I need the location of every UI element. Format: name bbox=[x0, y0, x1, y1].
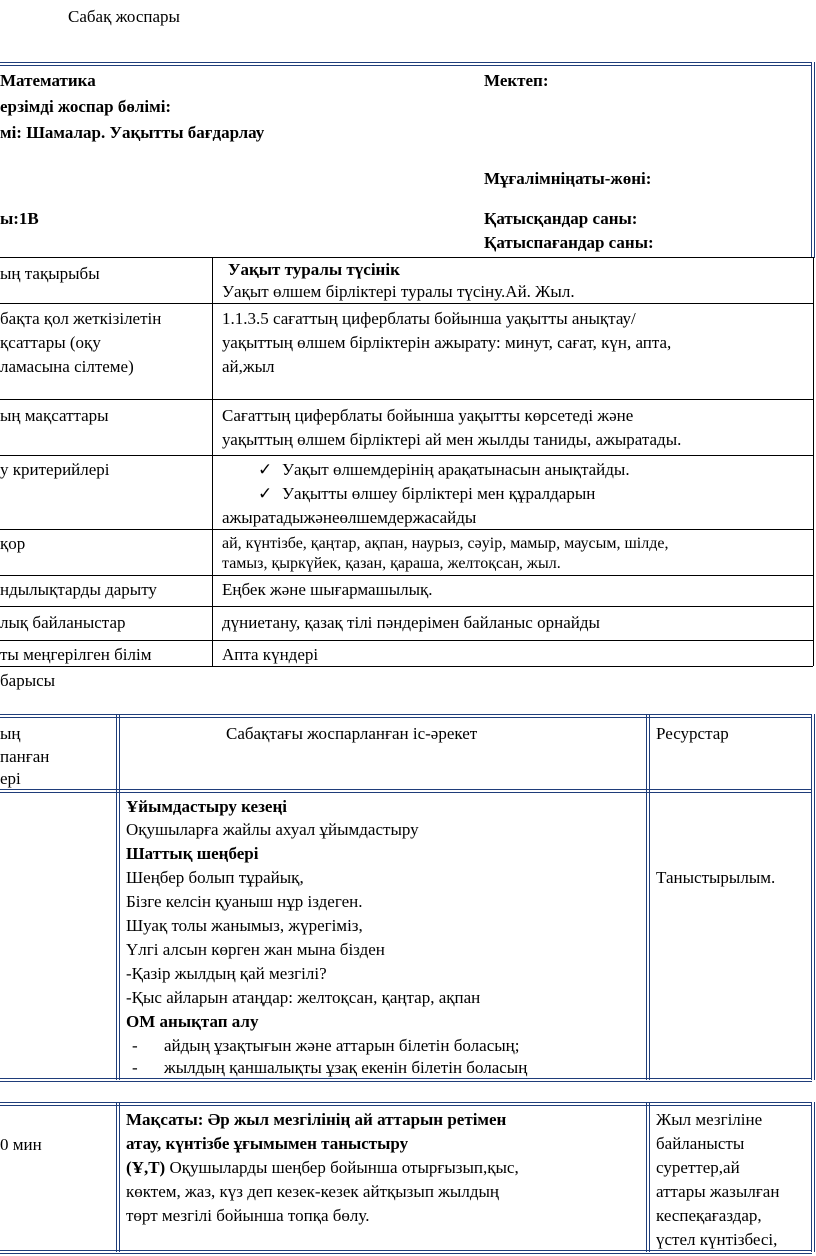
plan-value-topic-title: Уақыт туралы түсінік bbox=[228, 260, 400, 279]
stage2-resource: үстел күнтізбесі, bbox=[656, 1230, 778, 1249]
plan-value-links: дүниетану, қазақ тілі пәндерімен байланыс орнайды bbox=[222, 613, 600, 632]
table-rule bbox=[212, 257, 213, 666]
stage2-resource: суреттер,ай bbox=[656, 1158, 740, 1177]
plan-label-topic: ың тақырыбы bbox=[0, 264, 100, 283]
stage1-poem-line: Бізге келсін қуаныш нұр іздеген. bbox=[126, 892, 363, 911]
table-rule bbox=[646, 714, 650, 1080]
table-rule bbox=[813, 257, 814, 666]
plan-value-objectives: 1.1.3.5 сағаттың циферблаты бойынша уақытты анықтау/ bbox=[222, 309, 636, 328]
checkmark-icon: ✓ bbox=[258, 460, 273, 479]
stage2-text-line: төрт мезгілі бойынша топқа бөлу. bbox=[126, 1206, 370, 1225]
table-rule bbox=[0, 1102, 812, 1106]
table-rule bbox=[0, 789, 812, 793]
head-stages: панған bbox=[0, 747, 50, 766]
stage1-resource: Таныстырылым. bbox=[656, 868, 776, 887]
stage2-resource: Жыл мезгіліне bbox=[656, 1110, 763, 1129]
table-rule bbox=[811, 1102, 815, 1252]
stage1-title: Ұйымдастыру кезеңі bbox=[126, 797, 287, 816]
plan-value-topic-text: Уақыт өлшем бірліктері туралы түсіну.Ай. Жыл. bbox=[222, 282, 575, 301]
plan-value-objectives: ай,жыл bbox=[222, 357, 275, 376]
section-label: ерзімді жоспар бөлімі: bbox=[0, 97, 172, 116]
topic-label: мі: Шамалар. Уақытты бағдарлау bbox=[0, 123, 265, 142]
goal-text: айдың ұзақтығын және аттарын білетін боласың; bbox=[164, 1036, 520, 1055]
plan-value-vocab: тамыз, қыркүйек, қазан, қараша, желтоқсан, жыл. bbox=[222, 555, 561, 572]
stage1-question: -Қазір жылдың қай мезгілі? bbox=[126, 964, 327, 983]
plan-value-goals: уақыттың өлшем бірліктері ай мен жылды таниды, ажыратады. bbox=[222, 430, 682, 449]
head-stages: ері bbox=[0, 769, 21, 788]
table-rule bbox=[0, 640, 813, 641]
table-rule bbox=[646, 1102, 650, 1252]
stage1-circle-title: Шаттық шеңбері bbox=[126, 844, 259, 863]
head-activities: Сабақтағы жоспарланған іс-әрекет bbox=[226, 724, 478, 743]
plan-value-prior: Апта күндері bbox=[222, 645, 319, 664]
plan-value-criteria-text: ажыратадыжәнеөлшемдержасайды bbox=[222, 508, 477, 527]
table-rule bbox=[0, 714, 812, 718]
plan-value-criteria-item bbox=[258, 458, 630, 482]
plan-value-criteria-item bbox=[258, 482, 595, 506]
present-label: Қатысқандар саны: bbox=[484, 209, 638, 228]
head-resources: Ресурстар bbox=[656, 724, 729, 743]
document-title: Сабақ жоспары bbox=[68, 7, 180, 26]
table-rule bbox=[811, 714, 815, 1080]
plan-value-vocab: ай, күнтізбе, қаңтар, ақпан, наурыз, сәуір, мамыр, маусым, шілде, bbox=[222, 535, 669, 552]
table-rule bbox=[0, 606, 813, 607]
plan-label-objectives: қсаттары (оқу bbox=[0, 333, 101, 352]
plan-label-vocab: қор bbox=[0, 534, 26, 553]
stage2-text-line: Оқушыларды шеңбер бойынша отырғызып,қыс, bbox=[165, 1158, 519, 1177]
stage2-text-line: көктем, жаз, күз деп кезек-кезек айтқызып жылдың bbox=[126, 1182, 499, 1201]
progress-heading: барысы bbox=[0, 671, 56, 690]
stage2-text bbox=[126, 1156, 519, 1180]
stage1-question: -Қыс айларын атаңдар: желтоқсан, қаңтар, ақпан bbox=[126, 988, 481, 1007]
stage1-poem-line: Үлгі алсын көрген жан мына бізден bbox=[126, 940, 385, 959]
plan-label-criteria: у критерийлері bbox=[0, 460, 110, 479]
goal-text: жылдың қаншалықты ұзақ екенін білетін боласың bbox=[164, 1058, 528, 1077]
stage1-goal-item bbox=[126, 1034, 520, 1058]
plan-label-objectives: ламасына сілтеме) bbox=[0, 357, 134, 376]
table-rule bbox=[0, 257, 813, 258]
plan-label-goals: ың мақсаттары bbox=[0, 406, 109, 425]
subject-label: Математика bbox=[0, 71, 96, 90]
checkmark-icon: ✓ bbox=[258, 484, 273, 503]
stage2-time: 0 мин bbox=[0, 1135, 42, 1154]
stage2-title: атау, күнтізбе ұғымымен таныстыру bbox=[126, 1134, 409, 1153]
stage1-text: Оқушыларға жайлы ахуал ұйымдастыру bbox=[126, 820, 419, 839]
plan-label-prior: ты меңгерілген білім bbox=[0, 645, 152, 664]
stage2-title: Мақсаты: Әр жыл мезгілінің ай аттарын ретімен bbox=[126, 1110, 507, 1129]
criteria-text: Уақытты өлшеу бірліктері мен құралдарын bbox=[282, 484, 596, 503]
head-stages: ың bbox=[0, 724, 21, 743]
stage1-poem-line: Шуақ толы жанымыз, жүрегіміз, bbox=[126, 916, 363, 935]
header-right-border bbox=[811, 62, 815, 258]
plan-label-values: ндылықтарды дарыту bbox=[0, 580, 157, 599]
stage1-poem-line: Шеңбер болып тұрайық, bbox=[126, 868, 304, 887]
table-rule bbox=[116, 1102, 120, 1252]
teacher-label: Мұғалімніңаты-жөні: bbox=[484, 169, 652, 188]
table-rule bbox=[0, 455, 813, 456]
plan-value-objectives: уақыттың өлшем бірліктерін ажырату: минут, сағат, күн, апта, bbox=[222, 333, 672, 352]
table-rule bbox=[116, 714, 120, 1080]
school-label: Мектеп: bbox=[484, 71, 549, 90]
stage2-prefix: (Ұ,Т) bbox=[126, 1158, 166, 1177]
stage1-goal-item bbox=[126, 1056, 527, 1080]
stage2-resource: кеспеқағаздар, bbox=[656, 1206, 762, 1225]
dash-bullet: - bbox=[132, 1036, 138, 1055]
stage1-goal-title: ОМ анықтап алу bbox=[126, 1012, 259, 1031]
stage2-resource: аттары жазылған bbox=[656, 1182, 780, 1201]
stage2-resource: байланысты bbox=[656, 1134, 745, 1153]
plan-label-links: лық байланыстар bbox=[0, 613, 126, 632]
plan-label-objectives: бақта қол жеткізілетін bbox=[0, 309, 162, 328]
criteria-text: Уақыт өлшемдерінің арақатынасын анықтайды. bbox=[282, 460, 630, 479]
plan-value-goals: Сағаттың циферблаты бойынша уақытты көрсетеді және bbox=[222, 406, 634, 425]
class-label: ы:1В bbox=[0, 209, 39, 228]
plan-value-values: Еңбек және шығармашылық. bbox=[222, 580, 433, 599]
dash-bullet: - bbox=[132, 1058, 138, 1077]
table-rule bbox=[0, 399, 813, 400]
absent-label: Қатыспағандар саны: bbox=[484, 233, 654, 252]
header-top-border bbox=[0, 62, 812, 66]
